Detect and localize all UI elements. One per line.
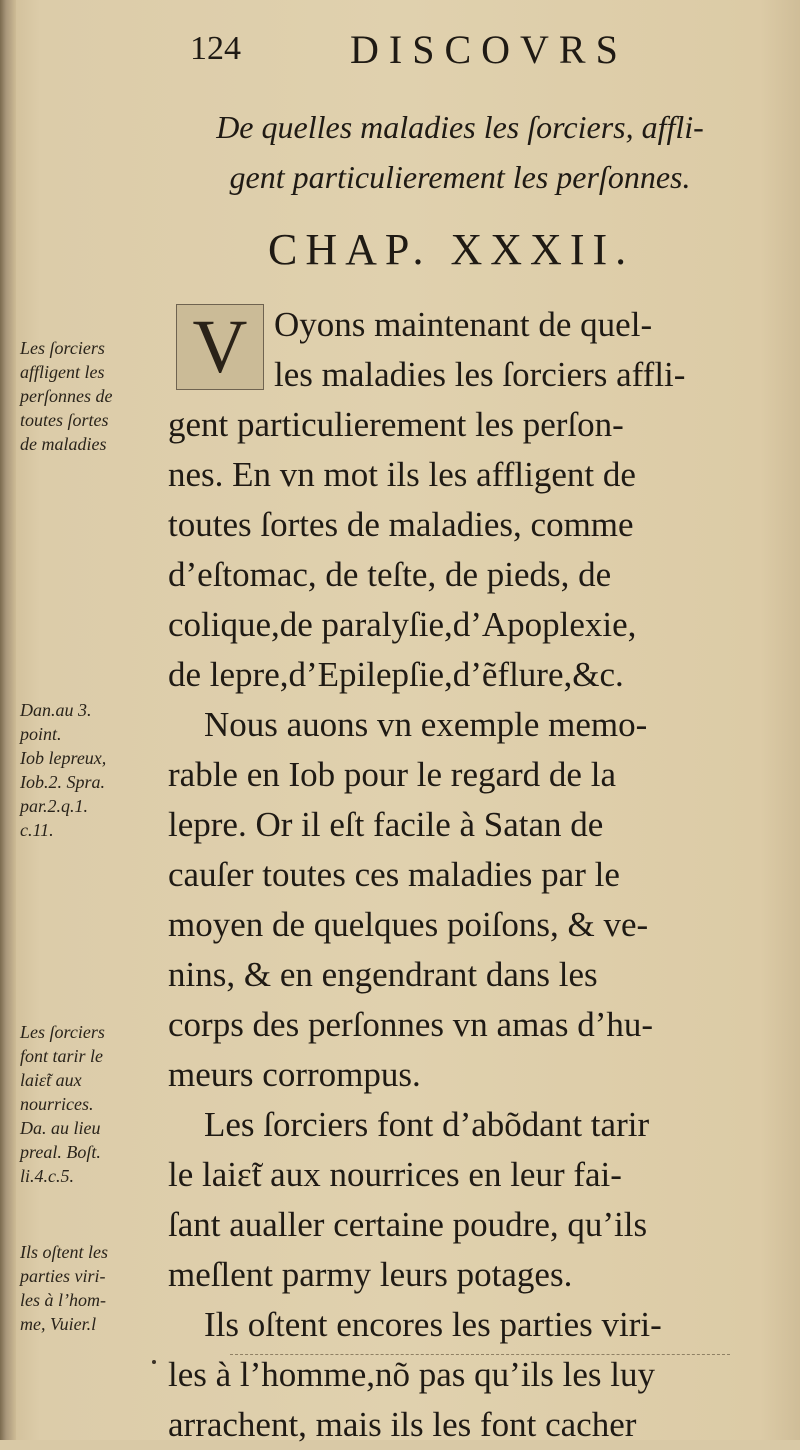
body-line: meſlent parmy leurs potages.: [168, 1255, 573, 1294]
body-line: nins, & en engendrant dans les: [168, 955, 598, 994]
body-line: Nous auons vn exemple memo-: [204, 705, 648, 744]
body-line: moyen de quelques poiſons, & ve-: [168, 905, 649, 944]
book-binding: [0, 0, 16, 1440]
body-line: arrachent, mais ils les font cacher: [168, 1405, 637, 1444]
margin-note-line: Dan.au 3.: [20, 700, 92, 720]
margin-note-line: parties viri-: [20, 1266, 106, 1286]
margin-note-line: laiɛ̃t aux: [20, 1070, 82, 1090]
body-line: Oyons maintenant de quel-: [274, 305, 653, 344]
margin-note: [20, 698, 170, 842]
margin-note-line: par.2.q.1.: [20, 796, 89, 816]
chapter-subtitle: [180, 102, 740, 202]
running-head: DISCOVRS: [350, 27, 628, 72]
margin-note: [20, 1240, 170, 1336]
body-line: gent particulierement les perſon-: [168, 405, 624, 444]
margin-note-line: les à l’hom-: [20, 1290, 106, 1310]
body-line: colique,de paralyſie,d’Apoplexie,: [168, 605, 637, 644]
margin-note: [20, 1020, 170, 1188]
margin-note-line: nourrices.: [20, 1094, 94, 1114]
subtitle-line: gent particulierement les perſonnes.: [229, 159, 691, 195]
body-line: cauſer toutes ces maladies par le: [168, 855, 620, 894]
body-line: toutes ſortes de maladies, comme: [168, 505, 634, 544]
page-header: [190, 22, 660, 82]
page-number: 124: [190, 30, 241, 67]
margin-note-line: li.4.c.5.: [20, 1166, 74, 1186]
margin-note-line: Iob lepreux,: [20, 748, 107, 768]
body-line: lepre. Or il eſt facile à Satan de: [168, 805, 604, 844]
margin-note-line: preal. Boſt.: [20, 1142, 101, 1162]
chapter-title: CHAP. XXXII.: [268, 225, 635, 274]
margin-note-line: de maladies: [20, 434, 107, 454]
margin-note-line: me, Vuier.l: [20, 1314, 97, 1334]
drop-cap-initial: V: [176, 304, 264, 390]
body-line: de lepre,d’Epilepſie,d’ẽflure,&c.: [168, 655, 624, 694]
margin-note-line: Ils oſtent les: [20, 1242, 108, 1262]
body-line: corps des perſonnes vn amas d’hu-: [168, 1005, 654, 1044]
body-line: nes. En vn mot ils les affligent de: [168, 455, 636, 494]
body-line: les maladies les ſorciers affli-: [274, 355, 686, 394]
margin-note-line: Les ſorciers: [20, 1022, 105, 1042]
margin-note-line: Les ſorciers: [20, 338, 105, 358]
body-line: les à l’homme,nõ pas qu’ils les luy: [168, 1355, 656, 1394]
body-line: le laiɛ̃t aux nourrices en leur fai-: [168, 1155, 622, 1194]
margin-note-line: c.11.: [20, 820, 54, 840]
bottom-rule: [230, 1354, 730, 1356]
body-line: Ils oſtent encores les parties viri-: [204, 1305, 662, 1344]
subtitle-line: De quelles maladies les ſorciers, affli-: [216, 109, 704, 145]
margin-note-line: Iob.2. Spra.: [20, 772, 105, 792]
ink-dot: [152, 1360, 156, 1364]
margin-note: [20, 336, 170, 456]
margin-note-line: affligent les: [20, 362, 105, 382]
body-line: meurs corrompus.: [168, 1055, 421, 1094]
body-text: [168, 300, 752, 1450]
margin-note-line: perſonnes de: [20, 386, 113, 406]
margin-note-line: point.: [20, 724, 62, 744]
body-line: d’eſtomac, de teſte, de pieds, de: [168, 555, 612, 594]
margin-note-line: toutes ſortes: [20, 410, 109, 430]
body-line: ſant aualler certaine poudre, qu’ils: [168, 1205, 648, 1244]
body-line: Les ſorciers font d’abõdant tarir: [204, 1105, 650, 1144]
margin-note-line: font tarir le: [20, 1046, 104, 1066]
body-line: rable en Iob pour le regard de la: [168, 755, 616, 794]
margin-note-line: Da. au lieu: [20, 1118, 101, 1138]
